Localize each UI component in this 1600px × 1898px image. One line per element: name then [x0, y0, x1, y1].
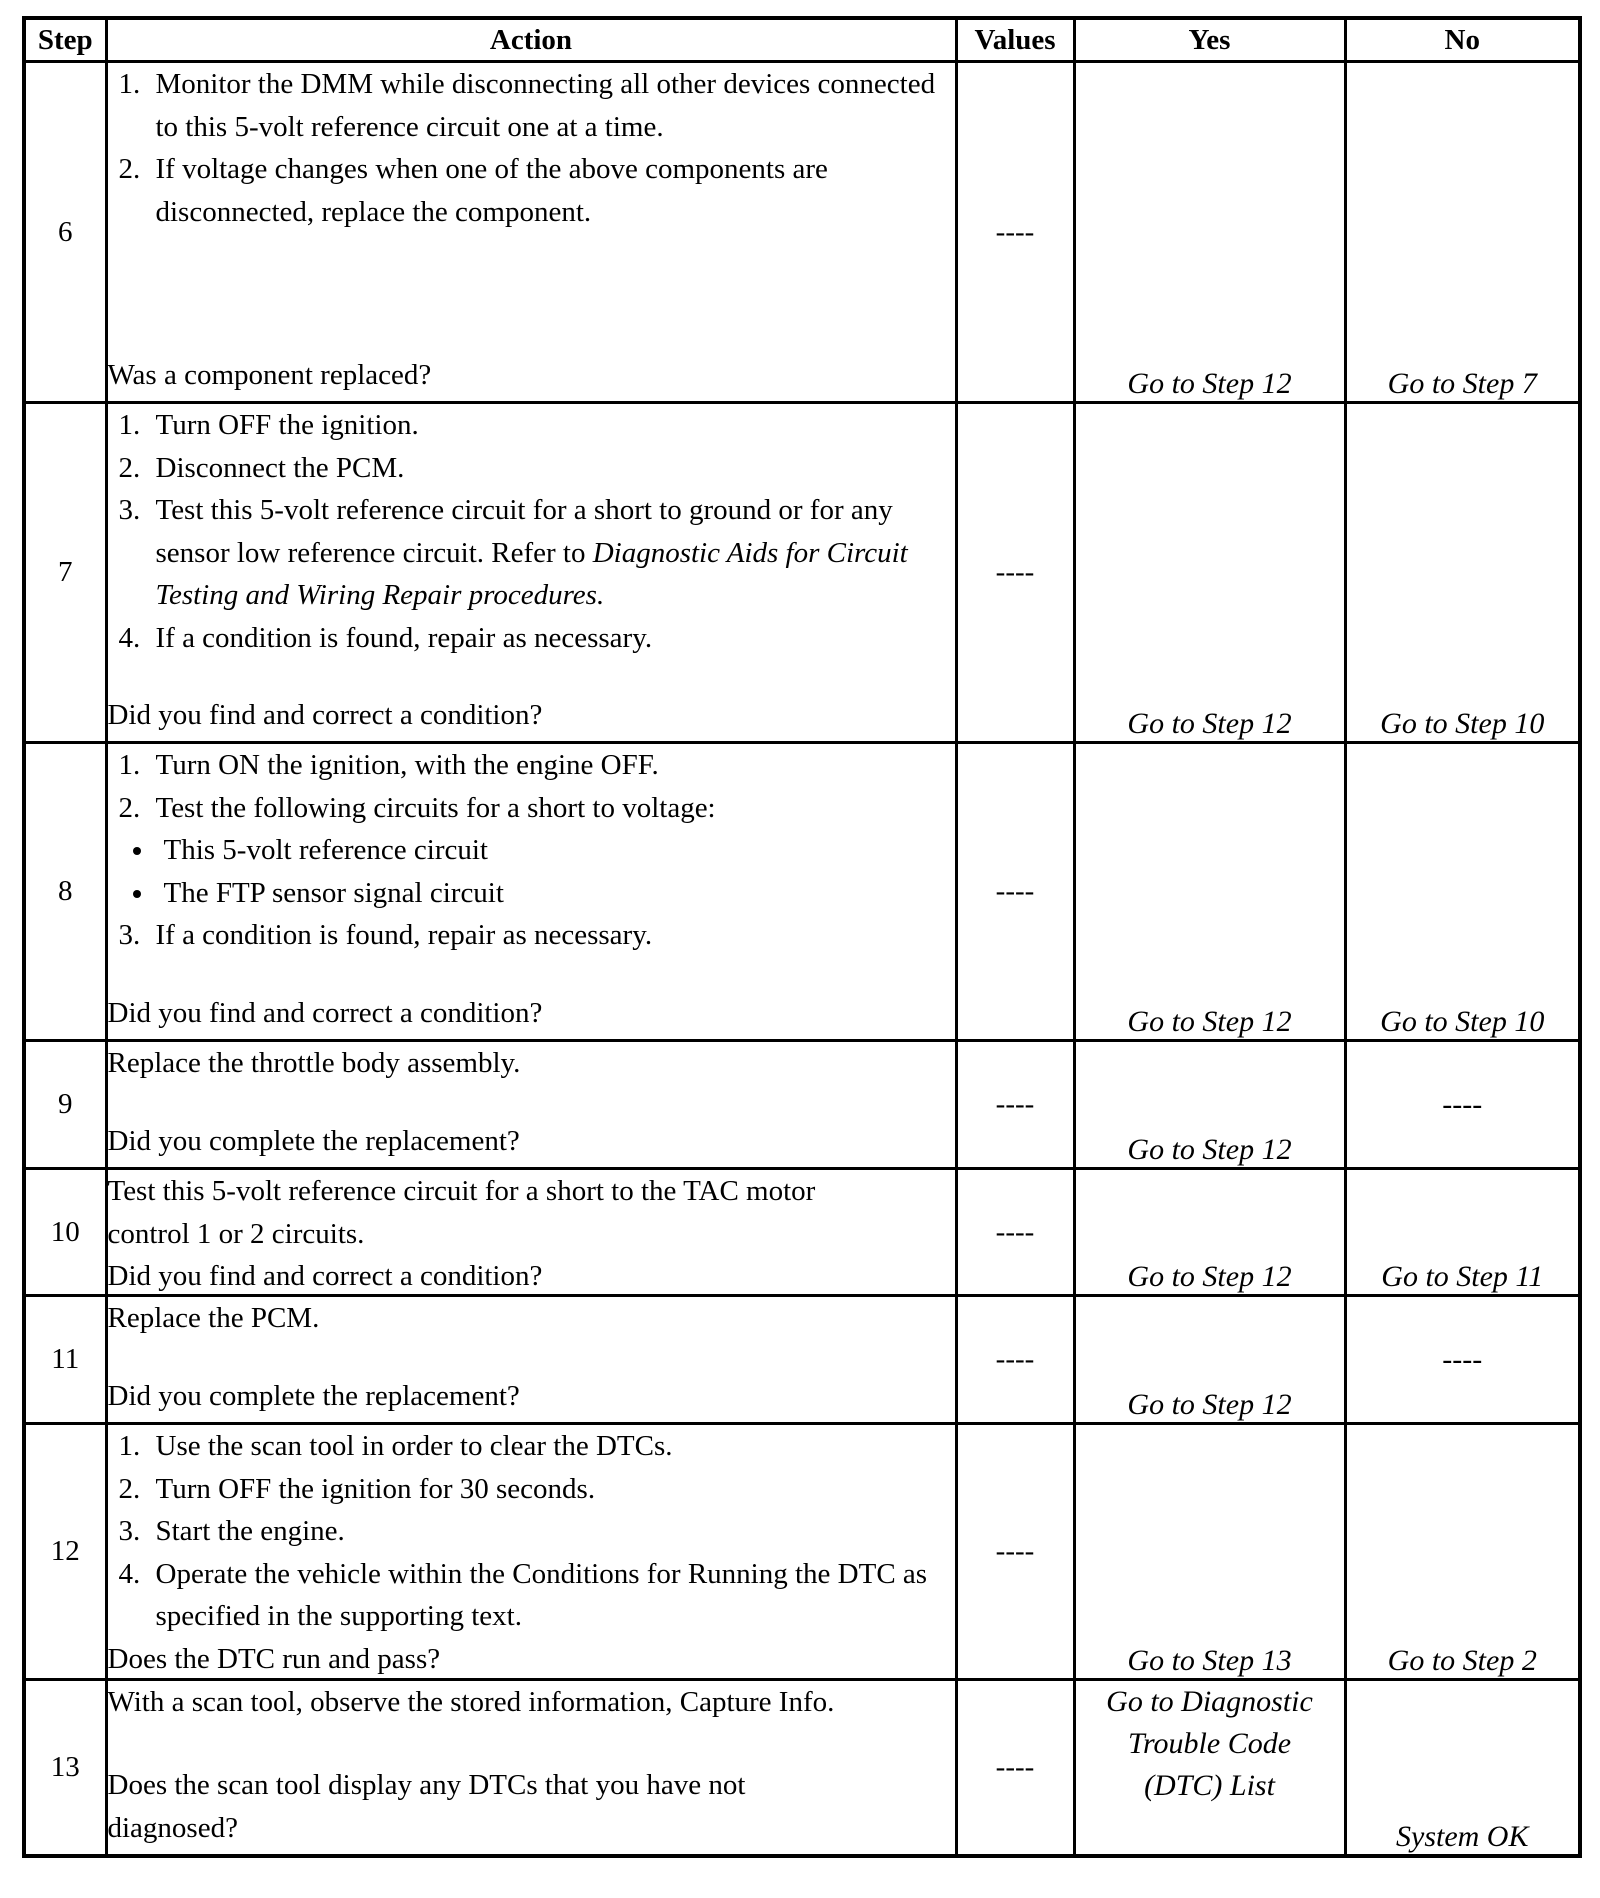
- yes-cell: Go to Step 12: [1074, 1041, 1345, 1169]
- action-step-text: Test this 5-volt reference circuit for a short to ground or for any sensor low reference circuit. Refer to: [155, 494, 893, 569]
- header-values: Values: [956, 18, 1074, 62]
- action-question: Did you complete the replacement?: [107, 1124, 520, 1157]
- action-cell: [106, 1424, 956, 1680]
- action-step: 3. If a condition is found, repair as necessary.: [148, 914, 955, 957]
- no-cell: System OK: [1345, 1680, 1580, 1856]
- action-question: Does the DTC run and pass?: [107, 1642, 441, 1675]
- action-step: 2. Disconnect the PCM.: [148, 447, 955, 490]
- table-row: [24, 743, 1580, 1041]
- dtc-list-link[interactable]: Go to Diagnostic Trouble Code (DTC) List: [1106, 1685, 1313, 1802]
- step-number: 8: [24, 743, 106, 1041]
- action-text: Replace the throttle body assembly.: [107, 1047, 521, 1079]
- action-step: 1. Use the scan tool in order to clear the DTCs.: [148, 1425, 955, 1468]
- step-number: 6: [24, 62, 106, 403]
- action-cell: [106, 1169, 956, 1296]
- table-row: [24, 1424, 1580, 1680]
- no-value: ----: [1442, 1087, 1483, 1121]
- action-cell: [106, 62, 956, 403]
- action-question: Did you find and correct a condition?: [107, 1260, 543, 1292]
- action-steps: [108, 1425, 955, 1638]
- no-cell: Go to Step 10: [1345, 403, 1580, 743]
- circuit-item: • The FTP sensor signal circuit: [156, 872, 955, 915]
- no-cell: Go to Step 7: [1345, 62, 1580, 403]
- action-question: Did you complete the replacement?: [107, 1379, 520, 1412]
- no-value: ----: [1442, 1342, 1483, 1376]
- action-step: [148, 787, 955, 915]
- table-row: [24, 1680, 1580, 1856]
- no-cell: Go to Step 11: [1345, 1169, 1580, 1296]
- action-step: 1. Turn OFF the ignition.: [148, 404, 955, 447]
- yes-cell: Go to Step 13: [1074, 1424, 1345, 1680]
- action-question: Was a component replaced?: [107, 358, 432, 391]
- action-question: Did you find and correct a condition?: [107, 996, 543, 1029]
- action-cell: [106, 1041, 956, 1169]
- step-number: 13: [24, 1680, 106, 1856]
- step-number: 9: [24, 1041, 106, 1169]
- no-cell: Go to Step 2: [1345, 1424, 1580, 1680]
- header-step: Step: [24, 18, 106, 62]
- values-cell: ----: [956, 743, 1074, 1041]
- table-row: [24, 1041, 1580, 1169]
- step-number: 12: [24, 1424, 106, 1680]
- action-steps: [108, 404, 955, 659]
- yes-cell: Go to Step 12: [1074, 1296, 1345, 1424]
- action-cell: [106, 743, 956, 1041]
- values-cell: ----: [956, 1041, 1074, 1169]
- values-cell: ----: [956, 1424, 1074, 1680]
- step-number: 11: [24, 1296, 106, 1424]
- no-cell: [1345, 1296, 1580, 1424]
- step-number: 7: [24, 403, 106, 743]
- yes-cell: Go to Step 12: [1074, 403, 1345, 743]
- action-question: Did you find and correct a condition?: [107, 698, 543, 731]
- action-cell: [106, 1296, 956, 1424]
- action-text: Replace the PCM.: [107, 1302, 320, 1334]
- action-steps: [108, 63, 955, 233]
- header-no: No: [1345, 18, 1580, 62]
- values-cell: ----: [956, 403, 1074, 743]
- action-step: 2. If voltage changes when one of the above components are disconnected, replace the component.: [148, 148, 955, 233]
- step-number: 10: [24, 1169, 106, 1296]
- header-action: Action: [106, 18, 956, 62]
- action-steps: [108, 744, 955, 957]
- values-cell: ----: [956, 62, 1074, 403]
- action-step: 1. Monitor the DMM while disconnecting all other devices connected to this 5-volt reference circuit one at a time.: [148, 63, 955, 148]
- diagnostic-table: [22, 16, 1582, 1858]
- action-step: 4. If a condition is found, repair as necessary.: [148, 617, 955, 660]
- action-step: 4. Operate the vehicle within the Conditions for Running the DTC as specified in the supporting text.: [148, 1553, 955, 1638]
- action-cell: [106, 403, 956, 743]
- yes-cell: Go to Step 12: [1074, 1169, 1345, 1296]
- yes-cell: [1074, 1680, 1345, 1856]
- action-step-text: Test the following circuits for a short to voltage:: [155, 791, 716, 824]
- yes-cell: Go to Step 12: [1074, 62, 1345, 403]
- table-row: [24, 1296, 1580, 1424]
- action-question: Does the scan tool display any DTCs that you have not diagnosed?: [107, 1769, 746, 1844]
- values-cell: ----: [956, 1169, 1074, 1296]
- reference-link[interactable]: Diagnostic Aids for Circuit Testing and Wiring Repair procedures.: [155, 536, 908, 611]
- action-step: 1. Turn ON the ignition, with the engine OFF.: [148, 744, 955, 787]
- circuit-item: • This 5-volt reference circuit: [156, 829, 955, 872]
- circuit-list: [116, 829, 955, 914]
- values-cell: ----: [956, 1296, 1074, 1424]
- action-text: With a scan tool, observe the stored information, Capture Info.: [107, 1686, 835, 1718]
- action-step: 2. Turn OFF the ignition for 30 seconds.: [148, 1468, 955, 1511]
- action-cell: [106, 1680, 956, 1856]
- header-yes: Yes: [1074, 18, 1345, 62]
- table-row: [24, 1169, 1580, 1296]
- action-step: 3. Start the engine.: [148, 1510, 955, 1553]
- values-cell: ----: [956, 1680, 1074, 1856]
- action-text: Test this 5-volt reference circuit for a short to the TAC motor control 1 or 2 circuits.: [107, 1175, 816, 1250]
- table-row: [24, 403, 1580, 743]
- header-row: [24, 18, 1580, 62]
- action-step: [148, 489, 955, 617]
- no-cell: Go to Step 10: [1345, 743, 1580, 1041]
- yes-cell: Go to Step 12: [1074, 743, 1345, 1041]
- no-cell: [1345, 1041, 1580, 1169]
- table-row: [24, 62, 1580, 403]
